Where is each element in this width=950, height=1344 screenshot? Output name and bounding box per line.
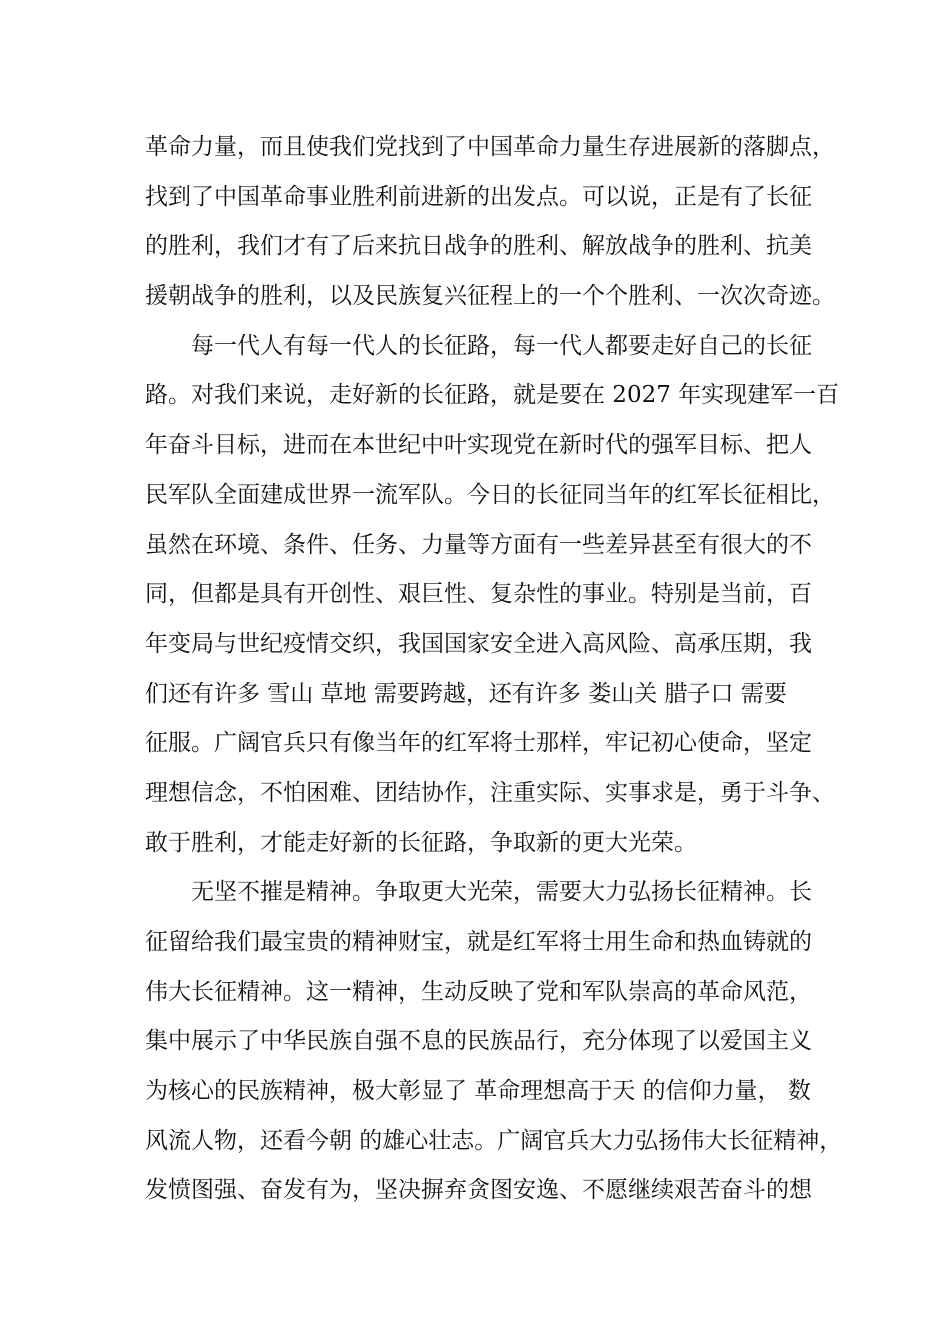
text-line: 发愤图强、奋发有为，坚决摒弃贪图安逸、不愿继续艰苦奋斗的想 — [145, 1177, 812, 1204]
text-line: 征留给我们最宝贵的精神财宝，就是红军将士用生命和热血铸就的 — [145, 929, 812, 955]
paragraph-start-line: 每一代人有每一代人的长征路，每一代人都要走好自己的长征 — [145, 332, 812, 359]
text-line: 的胜利，我们才有了后来抗日战争的胜利、解放战争的胜利、抗美 — [145, 233, 812, 260]
body-text — [145, 123, 843, 1216]
text-line: 同，但都是具有开创性、艰巨性、复杂性的事业。特别是当前，百 — [145, 581, 812, 608]
text-line: 集中展示了中华民族自强不息的民族品行，充分体现了以爱国主义 — [145, 1028, 812, 1055]
text-line: 路。对我们来说，走好新的长征路，就是要在 2027 年实现建军一百 — [145, 382, 840, 409]
text-line: 敢于胜利，才能走好新的长征路，争取新的更大光荣。 — [145, 829, 697, 856]
text-line: 民军队全面建成世界一流军队。今日的长征同当年的红军长征相比， — [145, 481, 835, 508]
text-line: 虽然在环境、条件、任务、力量等方面有一些差异甚至有很大的不 — [145, 531, 812, 558]
text-line: 理想信念，不怕困难、团结协作，注重实际、实事求是，勇于斗争、 — [145, 779, 835, 806]
text-line: 们还有许多 雪山 草地 需要跨越，还有许多 娄山关 腊子口 需要 — [145, 680, 787, 707]
text-line: 革命力量，而且使我们党找到了中国革命力量生存进展新的落脚点， — [145, 134, 835, 160]
text-line: 年变局与世纪疫情交织，我国国家安全进入高风险、高承压期，我 — [145, 630, 812, 657]
text-line: 年奋斗目标，进而在本世纪中叶实现党在新时代的强军目标、把人 — [145, 432, 812, 459]
text-line: 征服。广阔官兵只有像当年的红军将士那样，牢记初心使命，坚定 — [145, 730, 812, 757]
paragraph-start-line: 无坚不摧是精神。争取更大光荣，需要大力弘扬长征精神。长 — [145, 879, 812, 906]
text-line: 援朝战争的胜利，以及民族复兴征程上的一个个胜利、一次次奇迹。 — [145, 283, 835, 310]
text-line: 为核心的民族精神，极大彰显了 革命理想高于天 的信仰力量， 数 — [145, 1078, 811, 1105]
text-line: 伟大长征精神。这一精神，生动反映了党和军队崇高的革命风范， — [145, 978, 812, 1005]
text-line: 风流人物，还看今朝 的雄心壮志。广阔官兵大力弘扬伟大长征精神， — [145, 1127, 843, 1154]
text-line: 找到了中国革命事业胜利前进新的出发点。可以说，正是有了长征 — [145, 183, 812, 210]
